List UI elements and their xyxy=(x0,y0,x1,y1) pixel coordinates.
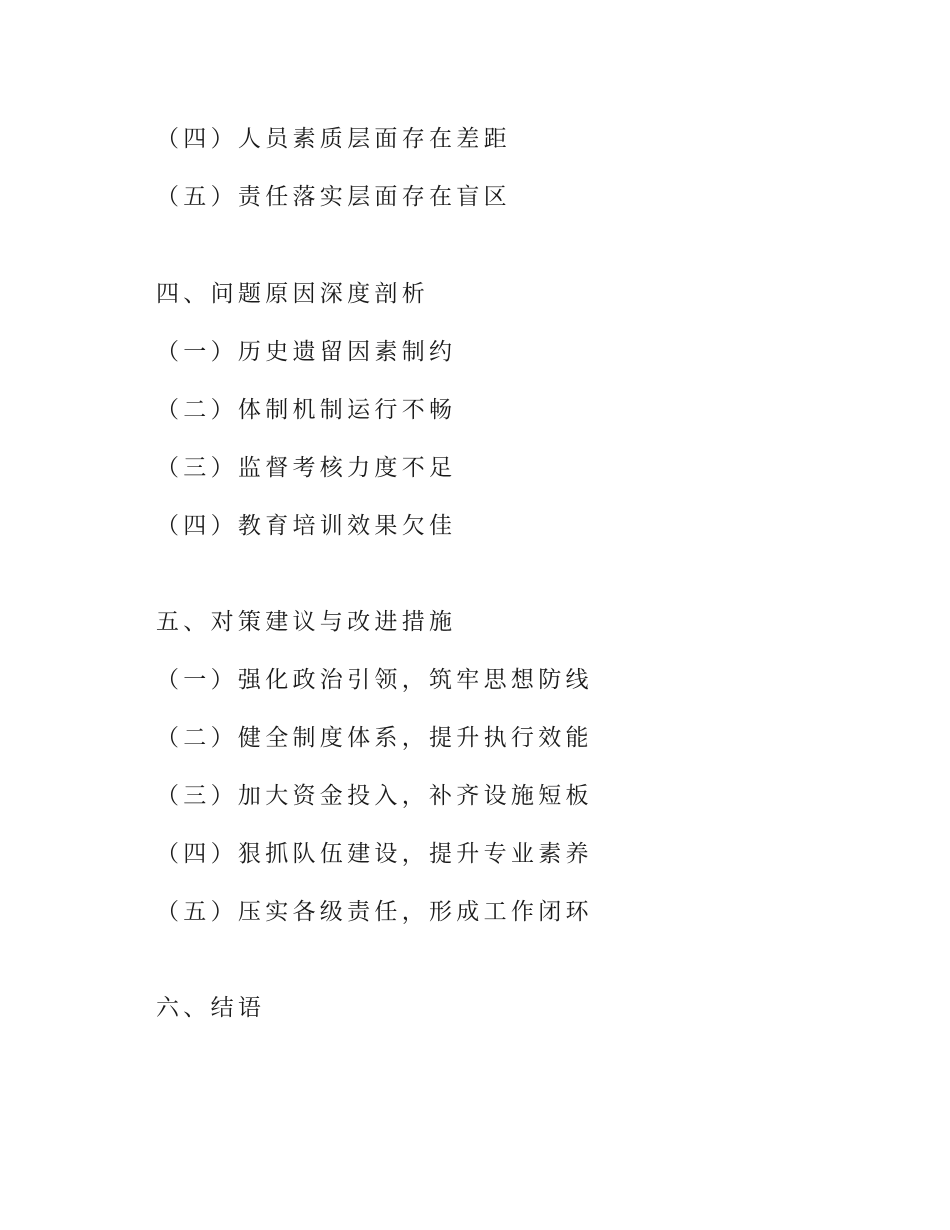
outline-item-5-3: （三）加大资金投入，补齐设施短板 xyxy=(156,783,593,809)
outline-item-3-4: （四）人员素质层面存在差距 xyxy=(156,126,511,152)
outline-item-4-4: （四）教育培训效果欠佳 xyxy=(156,513,457,539)
outline-item-5-2: （二）健全制度体系，提升执行效能 xyxy=(156,725,593,751)
outline-item-4-2: （二）体制机制运行不畅 xyxy=(156,397,457,423)
outline-item-5-5: （五）压实各级责任，形成工作闭环 xyxy=(156,899,593,925)
outline-item-4-1: （一）历史遗留因素制约 xyxy=(156,339,457,365)
outline-item-5-1: （一）强化政治引领，筑牢思想防线 xyxy=(156,667,593,693)
outline-item-4-3: （三）监督考核力度不足 xyxy=(156,455,457,481)
section-heading-5: 五、对策建议与改进措施 xyxy=(156,609,457,635)
outline-item-5-4: （四）狠抓队伍建设，提升专业素养 xyxy=(156,841,593,867)
outline-item-3-5: （五）责任落实层面存在盲区 xyxy=(156,184,511,210)
section-heading-4: 四、问题原因深度剖析 xyxy=(156,281,429,307)
section-heading-6: 六、结语 xyxy=(156,995,266,1021)
